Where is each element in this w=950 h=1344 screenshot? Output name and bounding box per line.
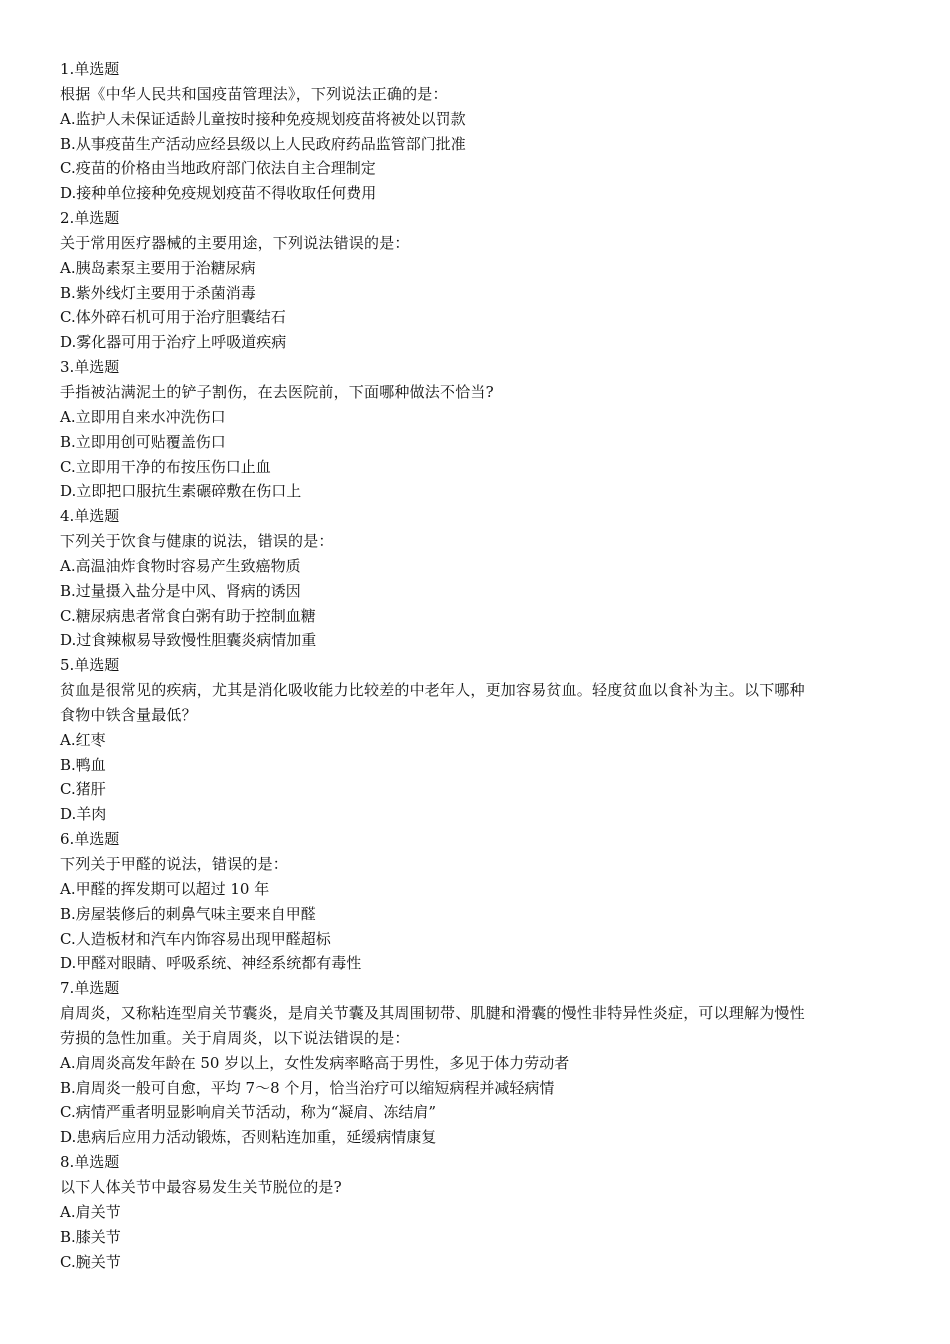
option-c: C.病情严重者明显影响肩关节活动，称为“凝肩、冻结肩” xyxy=(60,1103,437,1122)
question-header: 5.单选题 xyxy=(60,656,120,675)
option-a: A.监护人未保证适龄儿童按时接种免疫规划疫苗将被处以罚款 xyxy=(60,109,466,128)
option-a: A.甲醛的挥发期可以超过 10 年 xyxy=(60,879,270,898)
question-stem-line-2: 劳损的急性加重。关于肩周炎，以下说法错误的是： xyxy=(60,1028,410,1047)
option-d: D.羊肉 xyxy=(60,805,107,824)
option-a: A.红枣 xyxy=(60,730,106,749)
option-c: C.猪肝 xyxy=(60,780,106,799)
option-d: D.雾化器可用于治疗上呼吸道疾病 xyxy=(60,333,287,352)
option-b: B.紫外线灯主要用于杀菌消毒 xyxy=(60,283,256,302)
question-2 xyxy=(60,206,885,355)
question-header: 3.单选题 xyxy=(60,358,120,377)
question-stem: 根据《中华人民共和国疫苗管理法》，下列说法正确的是： xyxy=(60,84,448,103)
option-d: D.立即把口服抗生素碾碎敷在伤口上 xyxy=(60,482,302,501)
question-stem: 下列关于甲醛的说法，错误的是： xyxy=(60,855,289,873)
option-c: C.体外碎石机可用于治疗胆囊结石 xyxy=(60,308,286,327)
option-b: B.房屋装修后的刺鼻气味主要来自甲醛 xyxy=(60,904,316,923)
question-header: 2.单选题 xyxy=(60,209,120,228)
option-b: B.肩周炎一般可自愈，平均 7～8 个月，恰当治疗可以缩短病程并减轻病情 xyxy=(60,1078,555,1097)
option-a: A.高温油炸食物时容易产生致癌物质 xyxy=(60,556,301,575)
question-4 xyxy=(60,504,885,653)
question-1 xyxy=(60,57,885,206)
option-a: A.立即用自来水冲洗伤口 xyxy=(60,407,226,426)
option-b: B.膝关节 xyxy=(60,1227,121,1246)
option-d: D.甲醛对眼睛、呼吸系统、神经系统都有毒性 xyxy=(60,954,362,973)
option-c: C.糖尿病患者常食白粥有助于控制血糖 xyxy=(60,606,316,625)
question-stem-line-1: 贫血是很常见的疾病，尤其是消化吸收能力比较差的中老年人，更加容易贫血。轻度贫血以食补为主。以下哪种 xyxy=(60,681,805,700)
option-c: C.人造板材和汽车内饰容易出现甲醛超标 xyxy=(60,929,331,948)
option-c: C.疫苗的价格由当地政府部门依法自主合理制定 xyxy=(60,159,376,178)
question-stem: 以下人体关节中最容易发生关节脱位的是? xyxy=(60,1177,342,1196)
option-b: B.从事疫苗生产活动应经县级以上人民政府药品监管部门批准 xyxy=(60,134,466,153)
option-d: D.过食辣椒易导致慢性胆囊炎病情加重 xyxy=(60,631,317,650)
question-stem: 手指被沾满泥土的铲子割伤，在去医院前，下面哪种做法不恰当? xyxy=(60,382,494,401)
question-7 xyxy=(60,976,885,1150)
option-a: A.肩周炎高发年龄在 50 岁以上，女性发病率略高于男性，多见于体力劳动者 xyxy=(60,1053,570,1072)
question-header: 1.单选题 xyxy=(60,60,120,78)
option-d: D.接种单位接种免疫规划疫苗不得收取任何费用 xyxy=(60,184,377,203)
question-document xyxy=(60,57,885,1274)
option-b: B.立即用创可贴覆盖伤口 xyxy=(60,432,226,451)
option-c: C.立即用干净的布按压伤口止血 xyxy=(60,457,271,476)
option-b: B.过量摄入盐分是中风、肾病的诱因 xyxy=(60,581,301,600)
option-a: A.胰岛素泵主要用于治糖尿病 xyxy=(60,258,256,277)
question-stem-line-2: 食物中铁含量最低？ xyxy=(60,705,197,724)
question-stem: 关于常用医疗器械的主要用途，下列说法错误的是： xyxy=(60,233,410,252)
question-stem: 下列关于饮食与健康的说法，错误的是： xyxy=(60,532,334,551)
question-5 xyxy=(60,653,885,827)
question-6 xyxy=(60,827,885,976)
question-8 xyxy=(60,1150,885,1274)
option-c: C.腕关节 xyxy=(60,1252,121,1271)
question-header: 8.单选题 xyxy=(60,1153,120,1172)
question-3 xyxy=(60,355,885,504)
option-b: B.鸭血 xyxy=(60,755,106,774)
question-header: 4.单选题 xyxy=(60,507,120,526)
question-header: 6.单选题 xyxy=(60,830,120,849)
question-stem-line-1: 肩周炎，又称粘连型肩关节囊炎，是肩关节囊及其周围韧带、肌腱和滑囊的慢性非特异性炎症，可以理解为慢性 xyxy=(60,1004,805,1023)
question-header: 7.单选题 xyxy=(60,979,120,998)
option-d: D.患病后应用力活动锻炼，否则粘连加重，延缓病情康复 xyxy=(60,1128,437,1147)
option-a: A.肩关节 xyxy=(60,1202,121,1221)
